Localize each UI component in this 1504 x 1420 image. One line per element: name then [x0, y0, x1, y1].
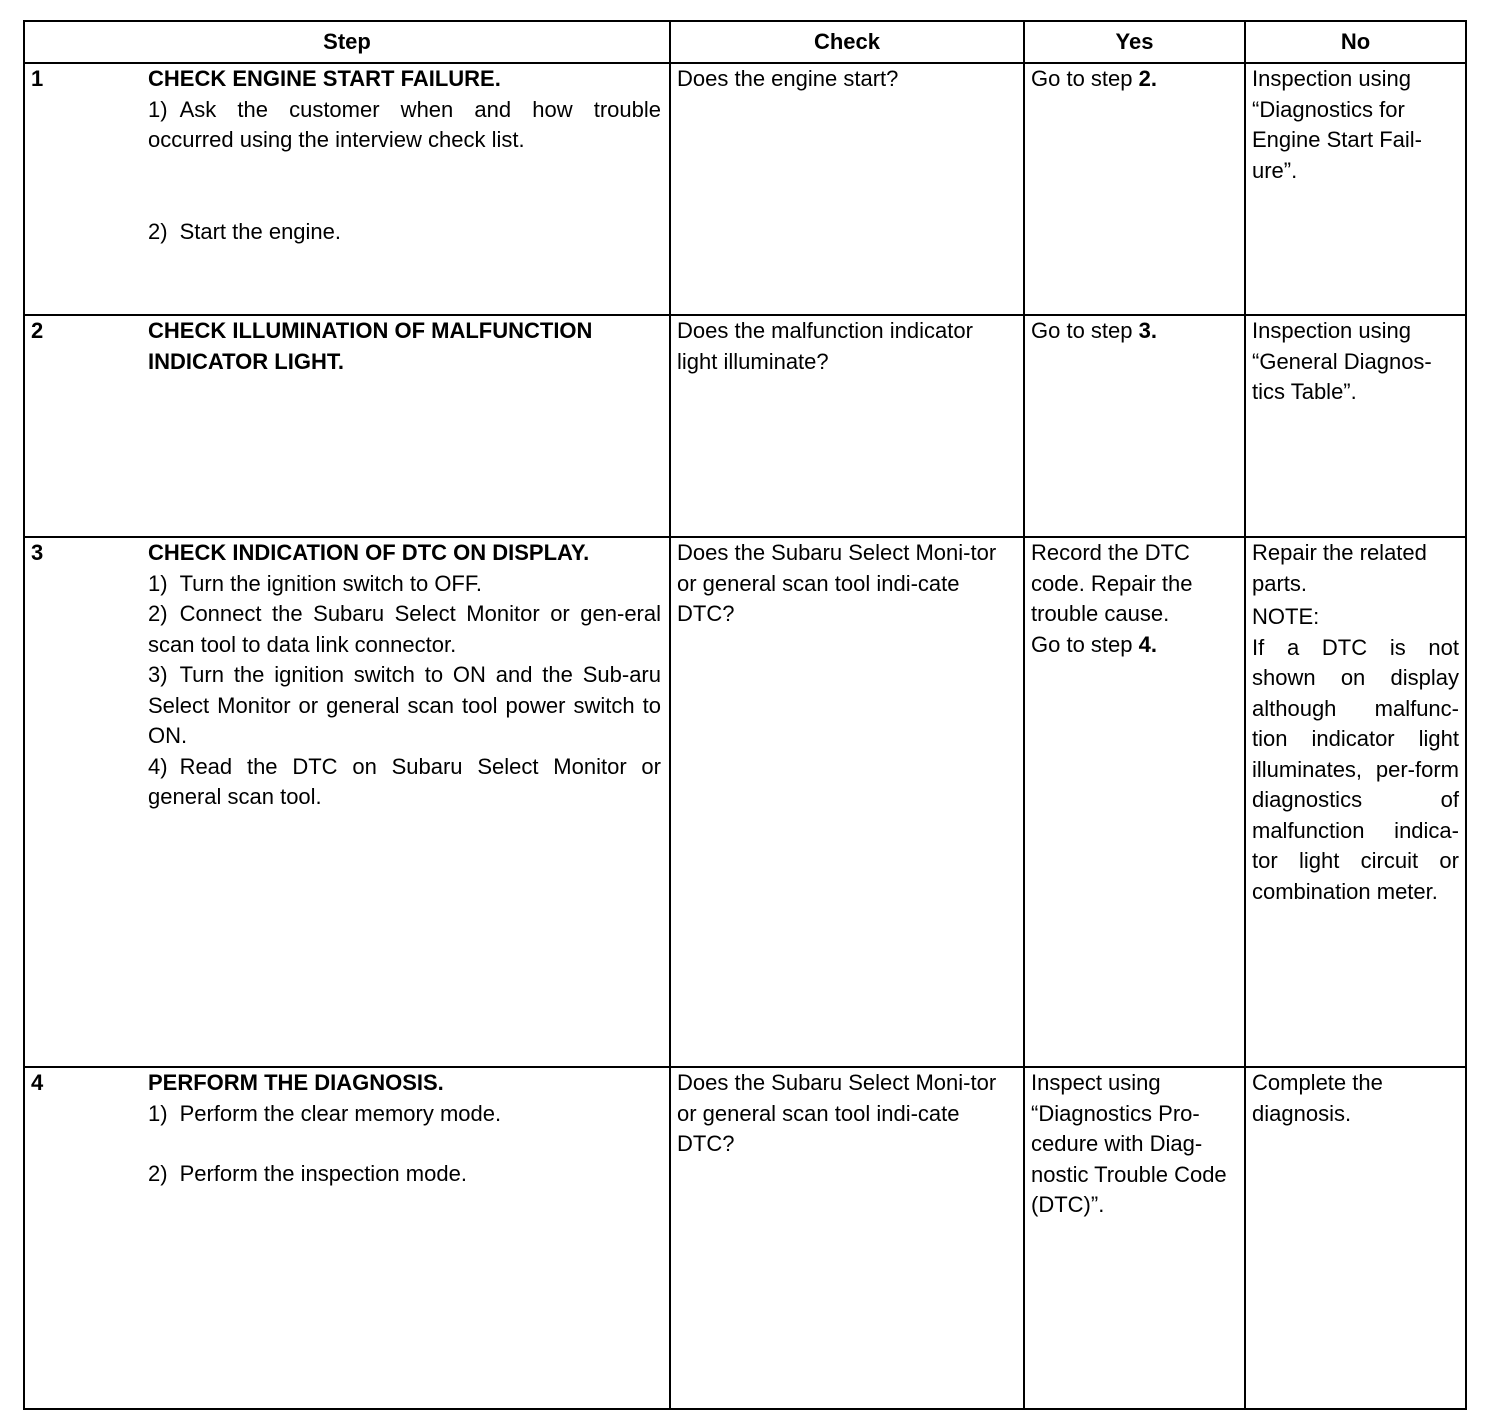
substep-number: 1)	[148, 570, 168, 596]
substep-text: Perform the clear memory mode.	[179, 1100, 502, 1126]
substep-text: Turn the ignition switch to ON and the Sub-aru Select Monitor or general scan tool power switch to ON.	[148, 662, 661, 748]
step-substep	[148, 95, 661, 156]
step-number: 1	[31, 66, 44, 91]
no-cell	[1245, 63, 1466, 315]
substep-number: 4)	[148, 753, 168, 779]
no-text: Inspection using “General Diagnos-tics Table”.	[1252, 318, 1432, 404]
check-cell	[670, 63, 1024, 315]
check-text: Does the malfunction indicator light illuminate?	[677, 318, 973, 374]
table-row	[24, 1067, 1466, 1409]
substep-number: 2)	[148, 218, 168, 244]
check-text: Does the Subaru Select Moni-tor or general scan tool indi-cate DTC?	[677, 540, 997, 626]
yes-step-ref: 4.	[1138, 631, 1157, 657]
check-text: Does the Subaru Select Moni-tor or general scan tool indi-cate DTC?	[677, 1070, 997, 1156]
step-title: CHECK ENGINE START FAILURE.	[148, 66, 501, 91]
substep-text: Ask the customer when and how trouble occurred using the interview check list.	[148, 96, 661, 152]
substep-number: 1)	[148, 96, 168, 122]
step-cell	[24, 537, 670, 1067]
step-substep	[148, 569, 661, 600]
diagnostic-table	[23, 20, 1467, 1410]
no-text: Complete the diagnosis.	[1252, 1070, 1383, 1126]
step-title: CHECK ILLUMINATION OF MALFUNCTION INDICATOR LIGHT.	[148, 318, 593, 374]
yes-text: Record the DTC code. Repair the trouble cause.	[1031, 540, 1193, 626]
step-substep	[148, 660, 661, 752]
substep-text: Read the DTC on Subaru Select Monitor or general scan tool.	[148, 753, 661, 809]
substep-number: 2)	[148, 1161, 168, 1186]
substep-text: Connect the Subaru Select Monitor or gen-eral scan tool to data link connector.	[148, 601, 661, 657]
yes-step-ref: 3.	[1138, 318, 1157, 343]
note-label: NOTE:	[1252, 604, 1320, 629]
yes-label: Go to step	[1031, 318, 1139, 343]
table-row	[24, 63, 1466, 315]
step-substep	[148, 599, 661, 660]
yes-cell	[1024, 537, 1245, 1067]
yes-label: Go to step	[1031, 66, 1139, 91]
yes-cell	[1024, 1067, 1245, 1409]
step-cell	[24, 315, 670, 537]
check-cell	[670, 1067, 1024, 1409]
yes-cell	[1024, 63, 1245, 315]
step-title: CHECK INDICATION OF DTC ON DISPLAY.	[148, 540, 590, 565]
step-number: 4	[31, 1070, 44, 1095]
step-title: PERFORM THE DIAGNOSIS.	[148, 1070, 444, 1095]
check-text: Does the engine start?	[677, 66, 899, 91]
yes-step-ref: 2.	[1138, 66, 1157, 91]
step-cell	[24, 1067, 670, 1409]
substep-text: Turn the ignition switch to OFF.	[179, 570, 482, 596]
step-cell	[24, 63, 670, 315]
check-cell	[670, 315, 1024, 537]
substep-text: Start the engine.	[179, 218, 342, 244]
substep-number: 3)	[148, 662, 168, 687]
yes-text	[1025, 316, 1244, 347]
no-cell	[1245, 1067, 1466, 1409]
note-text: If a DTC is not shown on display although malfunc-tion indicator light illuminates, per-form diagnostics of malfunction indica-tor light circuit or combination meter.	[1252, 634, 1459, 904]
step-substep	[148, 217, 661, 248]
table-row	[24, 315, 1466, 537]
check-cell	[670, 537, 1024, 1067]
yes-text	[1025, 64, 1244, 95]
step-number: 3	[31, 540, 44, 565]
header-step: Step	[24, 21, 670, 63]
no-cell	[1245, 315, 1466, 537]
yes-cell	[1024, 315, 1245, 537]
yes-text: Inspect using “Diagnostics Pro-cedure with Diag-nostic Trouble Code (DTC)”.	[1031, 1070, 1227, 1217]
substep-text: Perform the inspection mode.	[179, 1161, 467, 1186]
yes-label: Go to step	[1031, 631, 1139, 657]
header-row	[24, 21, 1466, 63]
no-cell	[1245, 537, 1466, 1067]
substep-number: 2)	[148, 601, 168, 626]
step-substep	[148, 1159, 661, 1190]
no-text: Repair the related parts.	[1252, 540, 1427, 596]
step-substep	[148, 752, 661, 813]
yes-goto	[1025, 630, 1244, 661]
step-substep	[148, 1099, 661, 1130]
table-row	[24, 537, 1466, 1067]
header-no: No	[1245, 21, 1466, 63]
header-yes: Yes	[1024, 21, 1245, 63]
header-check: Check	[670, 21, 1024, 63]
step-number: 2	[31, 318, 44, 343]
no-text: Inspection using “Diagnostics for Engine Start Fail-ure”.	[1252, 66, 1422, 183]
substep-number: 1)	[148, 1100, 168, 1126]
